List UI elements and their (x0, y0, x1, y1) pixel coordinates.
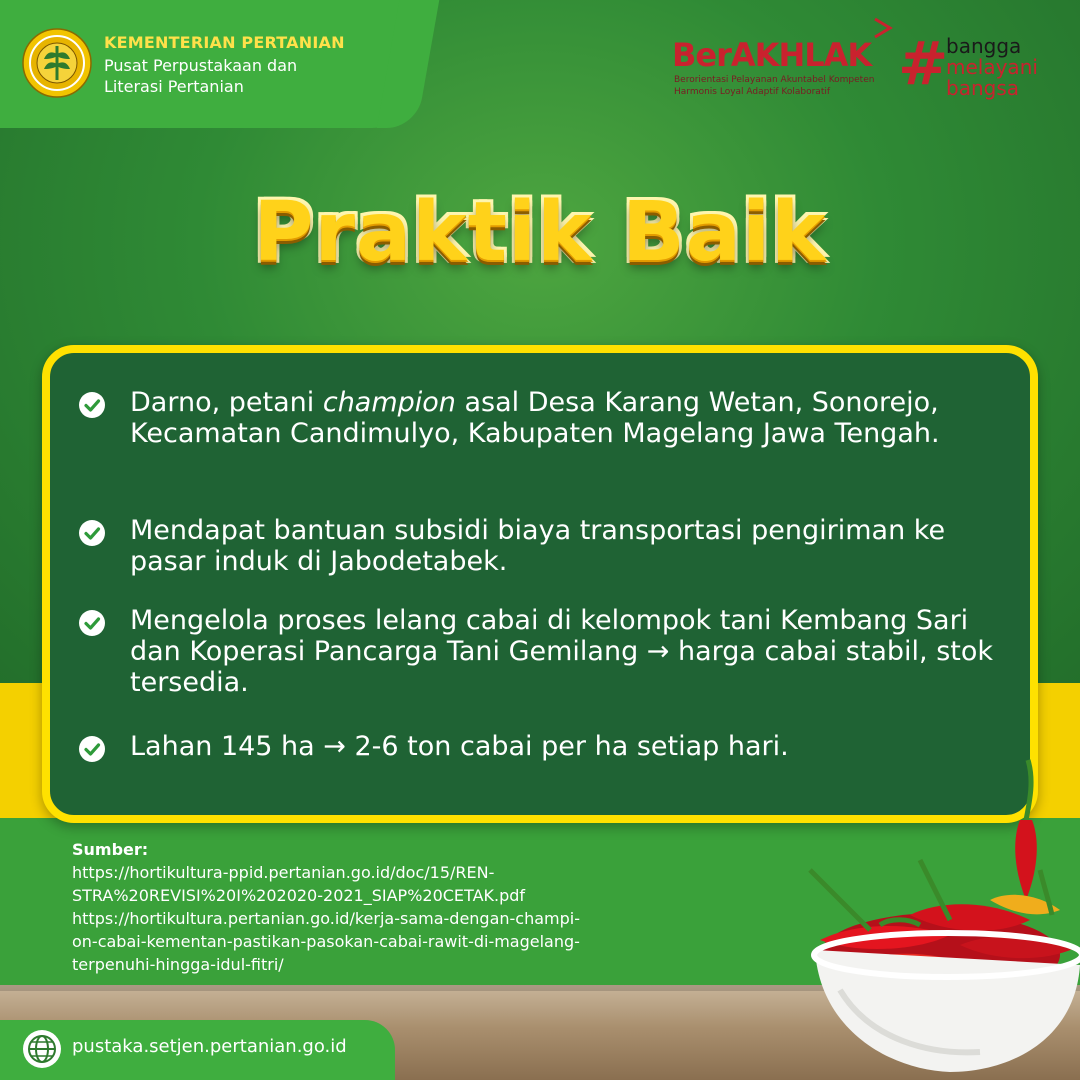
website-link[interactable]: pustaka.setjen.pertanian.go.id (72, 1036, 347, 1057)
ministry-unit-line2: Literasi Pertanian (104, 77, 244, 96)
check-circle-icon (78, 519, 106, 547)
ministry-name: KEMENTERIAN PERTANIAN (104, 33, 345, 52)
bullet-text-part: asal Desa Karang Wetan, Sonorejo, Kecamatan Candimulyo, Kabupaten Magelang Jawa Tengah. (130, 387, 940, 449)
source-url: STRA%20REVISI%20I%202020-2021_SIAP%20CETAK.pdf (72, 886, 526, 905)
source-url: https://hortikultura-ppid.pertanian.go.id/doc/15/REN- (72, 863, 495, 882)
check-circle-icon (78, 735, 106, 763)
ministry-unit (104, 55, 297, 97)
bangga-line2: melayani (946, 55, 1038, 79)
sources (72, 838, 792, 976)
ministry-emblem-icon (22, 28, 92, 98)
berakhlak-logo: BerAKHLAK (672, 36, 872, 74)
bangga-line1: bangga (946, 34, 1022, 58)
bullet-text: Mendapat bantuan subsidi biaya transportasi pengiriman ke pasar induk di Jabodetabek. (130, 515, 946, 577)
sources-label: Sumber: (72, 840, 149, 859)
berakhlak-subtitle-line2: Harmonis Loyal Adaptif Kolaboratif (674, 87, 831, 97)
bangga-line3: bangsa (946, 76, 1019, 100)
check-circle-icon (78, 391, 106, 419)
list-item (78, 605, 1018, 698)
chili-bowl-image (790, 750, 1080, 1080)
bangga-melayani-bangsa (946, 36, 1038, 99)
bullet-text: Mengelola proses lelang cabai di kelompok tani Kembang Sari dan Koperasi Pancarga Tani Gemilang → harga cabai stabil, stok tersedia. (130, 605, 994, 698)
ministry-unit-line1: Pusat Perpustakaan dan (104, 56, 298, 75)
bullet-text (130, 387, 1018, 449)
bullet-text-italic: champion (322, 387, 456, 418)
globe-icon (22, 1029, 62, 1069)
source-url: https://hortikultura.pertanian.go.id/kerja-sama-dengan-champi- (72, 909, 580, 928)
source-url: on-cabai-kementan-pastikan-pasokan-cabai-rawit-di-magelang- (72, 932, 580, 951)
page-title: Praktik Baik (253, 185, 827, 280)
list-item (78, 387, 1018, 449)
berakhlak-chevron-icon (872, 17, 894, 39)
berakhlak-subtitle (674, 74, 874, 98)
hashtag-icon: # (898, 29, 949, 99)
berakhlak-subtitle-line1: Berorientasi Pelayanan Akuntabel Kompeten (674, 75, 875, 85)
list-item (78, 515, 1018, 577)
check-circle-icon (78, 609, 106, 637)
source-url: terpenuhi-hingga-idul-fitri/ (72, 955, 284, 974)
bullet-text: Lahan 145 ha → 2-6 ton cabai per ha setiap hari. (130, 731, 789, 762)
bullet-text-part: Darno, petani (130, 387, 323, 418)
